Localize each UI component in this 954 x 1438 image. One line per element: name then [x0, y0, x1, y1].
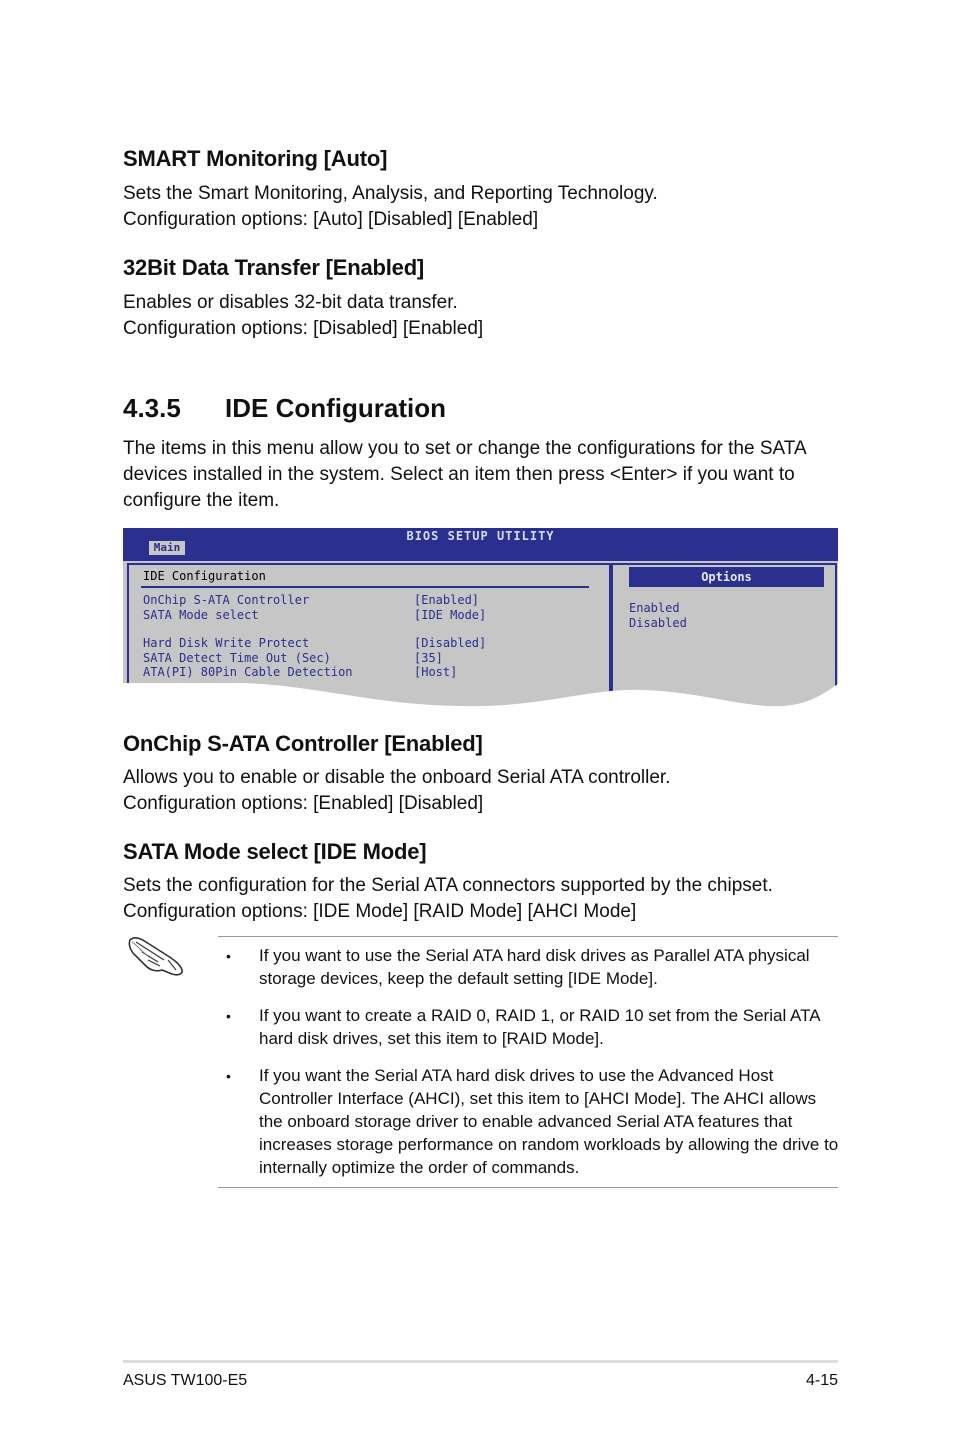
- bios-title: BIOS SETUP UTILITY: [406, 529, 555, 543]
- bios-screenshot: [123, 528, 838, 708]
- note-bullet: •: [226, 948, 231, 964]
- section-intro-line2: devices installed in the system. Select an item then press <Enter> if you want to: [123, 464, 795, 485]
- section-title: IDE Configuration: [225, 393, 446, 423]
- section-intro-line3: configure the item.: [123, 490, 280, 511]
- note-item-3: If you want the Serial ATA hard disk drives to use the Advanced Host Controller Interface (AHCI), set this item to [AHCI Mode]. The AHCI allows the onboard storage driver to enable advanced Serial ATA features that increases storage performance on random workloads by allowing the drive to internally optimize the order of commands.: [259, 1066, 839, 1177]
- note-bullet: •: [226, 1068, 231, 1084]
- bios-item-value[interactable]: [IDE Mode]: [414, 608, 487, 622]
- section-intro: [123, 436, 843, 514]
- bios-options-title: Options: [629, 567, 824, 587]
- note-top-rule: [218, 936, 838, 937]
- bios-item-value[interactable]: [Enabled]: [414, 593, 480, 607]
- satamode-description: [123, 873, 843, 925]
- smart-line1: Sets the Smart Monitoring, Analysis, and Reporting Technology.: [123, 183, 658, 204]
- bios-item-value[interactable]: [35]: [414, 651, 443, 665]
- hand-pointer-icon: [128, 930, 188, 978]
- section-number: 4.3.5: [123, 393, 181, 423]
- bios-item-label[interactable]: OnChip S-ATA Controller: [143, 593, 310, 607]
- note-item-2: If you want to create a RAID 0, RAID 1, or RAID 10 set from the Serial ATA hard disk drives, set this item to [RAID Mode].: [259, 1006, 820, 1048]
- bios-option[interactable]: Enabled: [629, 601, 680, 615]
- note-bottom-rule: [218, 1187, 838, 1188]
- torn-edge: [123, 678, 838, 708]
- bit32-heading: 32Bit Data Transfer [Enabled]: [123, 255, 425, 280]
- bit32-line1: Enables or disables 32-bit data transfer.: [123, 292, 458, 313]
- satamode-heading: SATA Mode select [IDE Mode]: [123, 839, 427, 864]
- smart-description: [123, 181, 843, 233]
- smart-heading: SMART Monitoring [Auto]: [123, 146, 388, 171]
- satamode-line1: Sets the configuration for the Serial ATA connectors supported by the chipset.: [123, 875, 773, 896]
- note-bullet: •: [226, 1008, 231, 1024]
- section-intro-line1: The items in this menu allow you to set or change the configurations for the SATA: [123, 438, 807, 459]
- onchip-line1: Allows you to enable or disable the onboard Serial ATA controller.: [123, 767, 671, 788]
- bios-item-label[interactable]: SATA Detect Time Out (Sec): [143, 651, 331, 665]
- footer-rule: [123, 1360, 838, 1363]
- bios-heading: IDE Configuration: [143, 569, 266, 583]
- footer-page-number: 4-15: [805, 1372, 838, 1389]
- bit32-description: [123, 290, 843, 342]
- note-item-1: If you want to use the Serial ATA hard disk drives as Parallel ATA physical storage devices, keep the default setting [IDE Mode].: [259, 946, 810, 988]
- smart-line2: Configuration options: [Auto] [Disabled] [Enabled]: [123, 209, 539, 230]
- onchip-description: [123, 765, 843, 817]
- bios-tab-main[interactable]: Main: [149, 541, 185, 555]
- bios-divider: [141, 586, 589, 588]
- bios-item-value[interactable]: [Disabled]: [414, 636, 487, 650]
- bios-item-label[interactable]: SATA Mode select: [143, 608, 259, 622]
- footer-product: ASUS TW100-E5: [123, 1372, 248, 1389]
- bios-option[interactable]: Disabled: [629, 616, 687, 630]
- bios-item-label[interactable]: ATA(PI) 80Pin Cable Detection: [143, 665, 353, 679]
- bios-title-bar: [123, 528, 838, 555]
- bit32-line2: Configuration options: [Disabled] [Enabled]: [123, 318, 484, 339]
- satamode-line2: Configuration options: [IDE Mode] [RAID Mode] [AHCI Mode]: [123, 901, 637, 922]
- bios-item-value[interactable]: [Host]: [414, 665, 458, 679]
- bios-item-label[interactable]: Hard Disk Write Protect: [143, 636, 310, 650]
- onchip-heading: OnChip S-ATA Controller [Enabled]: [123, 731, 483, 756]
- onchip-line2: Configuration options: [Enabled] [Disabled]: [123, 793, 484, 814]
